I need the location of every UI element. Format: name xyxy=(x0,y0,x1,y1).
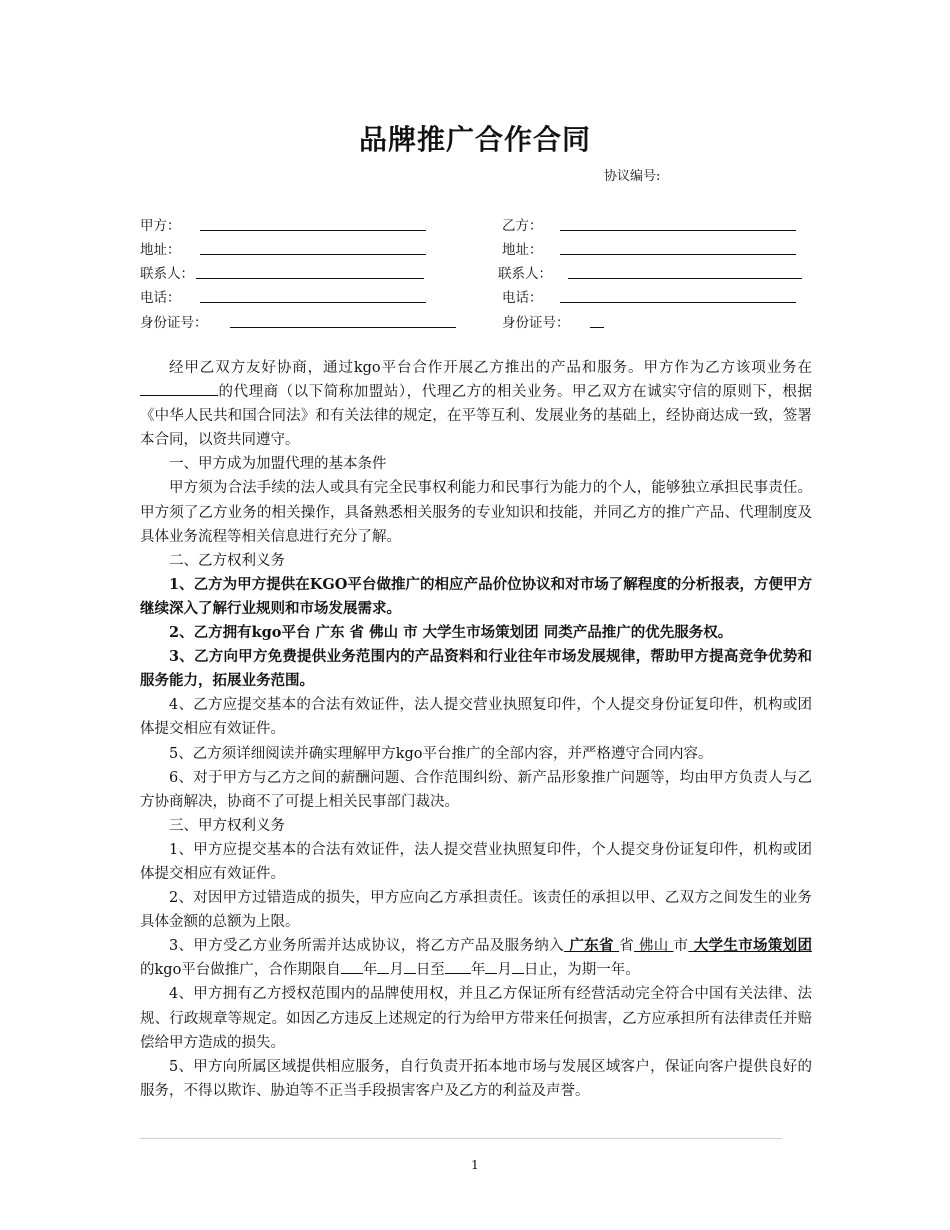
item3-shi: 市 xyxy=(673,938,689,955)
section3-item-3 xyxy=(140,934,812,982)
end-day-blank[interactable] xyxy=(512,959,524,974)
end-month-blank[interactable] xyxy=(485,959,497,974)
section2-item-2: 2、乙方拥有kgo平台 广东 省 佛山 市 大学生市场策划团 同类产品推广的优先服务权。 xyxy=(169,624,733,642)
party-a-id-field[interactable] xyxy=(230,327,456,328)
item3-ri-1: 日至 xyxy=(415,962,445,979)
page-title: 品牌推广合作合同 xyxy=(358,123,591,156)
party-a-name-label: 甲方： xyxy=(140,218,181,234)
section2-heading: 二、乙方权利义务 xyxy=(169,552,285,569)
item3-nian-1: 年 xyxy=(362,962,378,979)
item3-org: 大学生市场策划团 xyxy=(688,937,812,955)
agreement-number-label: 协议编号: xyxy=(604,169,661,184)
item3-ri-2: 日止，为期一年。 xyxy=(523,962,640,979)
party-b-name-label: 乙方： xyxy=(502,218,543,234)
party-b-id-label: 身份证号： xyxy=(502,315,570,331)
section1-text: 甲方须为合法手续的法人或具有完全民事权利能力和民事行为能力的个人，能够独立承担民事责任。甲方须了乙方业务的相关操作，具备熟悉相关服务的专业知识和技能，并同乙方的推广产品、代理制度及具体业务流程等相关信息进行充分了解。 xyxy=(140,480,812,545)
end-year-blank[interactable] xyxy=(445,959,471,974)
item3-text-b: 的kgo平台做推广，合作期限自 xyxy=(140,962,341,979)
party-b-address-label: 地址： xyxy=(502,242,543,258)
item3-city: 佛山 xyxy=(634,938,674,955)
start-year-blank[interactable] xyxy=(341,959,363,974)
start-month-blank[interactable] xyxy=(377,959,389,974)
intro-paragraph xyxy=(140,356,812,452)
page-number: 1 xyxy=(471,1158,479,1172)
item3-yue-1: 月 xyxy=(389,962,404,979)
party-a-id-label: 身份证号： xyxy=(140,315,208,331)
party-b-phone-label: 电话： xyxy=(502,290,543,306)
section1-heading: 一、甲方成为加盟代理的基本条件 xyxy=(169,456,387,473)
section3-item-2: 2、对因甲方过错造成的损失，甲方应向乙方承担责任。该责任的承担以甲、乙双方之间发生的业务具体金额的总额为上限。 xyxy=(140,890,812,931)
party-b-address-field[interactable] xyxy=(560,254,796,255)
section2-item-5: 5、乙方须详细阅读并确实理解甲方kgo平台推广的全部内容，并严格遵守合同内容。 xyxy=(169,745,713,762)
party-a-contact-label: 联系人： xyxy=(140,266,194,282)
section3-item-5: 5、甲方向所属区域提供相应服务，自行负责开拓本地市场与发展区域客户，保证向客户提供良好的服务，不得以欺诈、胁迫等不正当手段损害客户及乙方的利益及声誉。 xyxy=(140,1058,812,1099)
section2-item-1: 1、乙方为甲方提供在KGO平台做推广的相应产品价位协议和对市场了解程度的分析报表，方便甲方继续深入了解行业规则和市场发展需求。 xyxy=(140,575,812,617)
section3-item-4: 4、甲方拥有乙方授权范围内的品牌使用权，并且乙方保证所有经营活动完全符合中国有关法律、法规、行政规章等规定。如因乙方违反上述规定的行为给甲方带来任何损害，乙方应承担所有法律责任并赔偿给甲方造成的损失。 xyxy=(140,986,812,1051)
party-a-name-field[interactable] xyxy=(200,230,426,231)
section3-item-1: 1、甲方应提交基本的合法有效证件，法人提交营业执照复印件，个人提交身份证复印件，机构或团体提交相应有效证件。 xyxy=(140,841,812,882)
section2-item-6: 6、对于甲方与乙方之间的薪酬问题、合作范围纠纷、新产品形象推广问题等，均由甲方负责人与乙方协商解决，协商不了可提上相关民事部门裁决。 xyxy=(140,769,812,810)
footer-divider xyxy=(140,1138,782,1139)
party-b-name-field[interactable] xyxy=(560,230,796,231)
intro-text-a: 经甲乙双方友好协商，通过kgo平台合作开展乙方推出的产品和服务。甲方作为乙方该项业务在 xyxy=(169,360,812,376)
item3-text-a: 3、甲方受乙方业务所需并达成协议，将乙方产品及服务纳入 xyxy=(169,938,564,955)
item3-sheng: 省 xyxy=(619,938,635,955)
party-a-phone-field[interactable] xyxy=(200,302,426,303)
party-b-phone-field[interactable] xyxy=(560,302,796,303)
section3-heading: 三、甲方权利义务 xyxy=(169,817,285,834)
party-a-address-label: 地址： xyxy=(140,242,181,258)
party-a-address-field[interactable] xyxy=(200,254,426,255)
party-a-phone-label: 电话： xyxy=(140,290,181,306)
item3-nian-2: 年 xyxy=(470,962,486,979)
start-day-blank[interactable] xyxy=(404,959,416,974)
region-blank[interactable] xyxy=(140,381,218,396)
party-b-contact-label: 联系人： xyxy=(498,266,552,282)
intro-text-b: 的代理商（以下简称加盟站），代理乙方的相关业务。甲乙双方在诚实守信的原则下，根据《中华人民共和国合同法》和有关法律的规定，在平等互利、发展业务的基础上，经协商达成一致，签署本合同，以资共同遵守。 xyxy=(140,384,812,449)
item3-province: 广东省 xyxy=(563,937,620,955)
section2-item-4: 4、乙方应提交基本的合法有效证件，法人提交营业执照复印件，个人提交身份证复印件，机构或团体提交相应有效证件。 xyxy=(140,697,812,738)
contract-body xyxy=(140,356,812,1103)
party-a-contact-field[interactable] xyxy=(196,278,424,279)
party-b-contact-field[interactable] xyxy=(568,278,802,279)
item3-yue-2: 月 xyxy=(497,962,512,979)
section2-item-3: 3、乙方向甲方免费提供业务范围内的产品资料和行业往年市场发展规律，帮助甲方提高竞争优势和服务能力，拓展业务范围。 xyxy=(140,648,812,690)
party-b-id-field[interactable] xyxy=(590,327,604,328)
